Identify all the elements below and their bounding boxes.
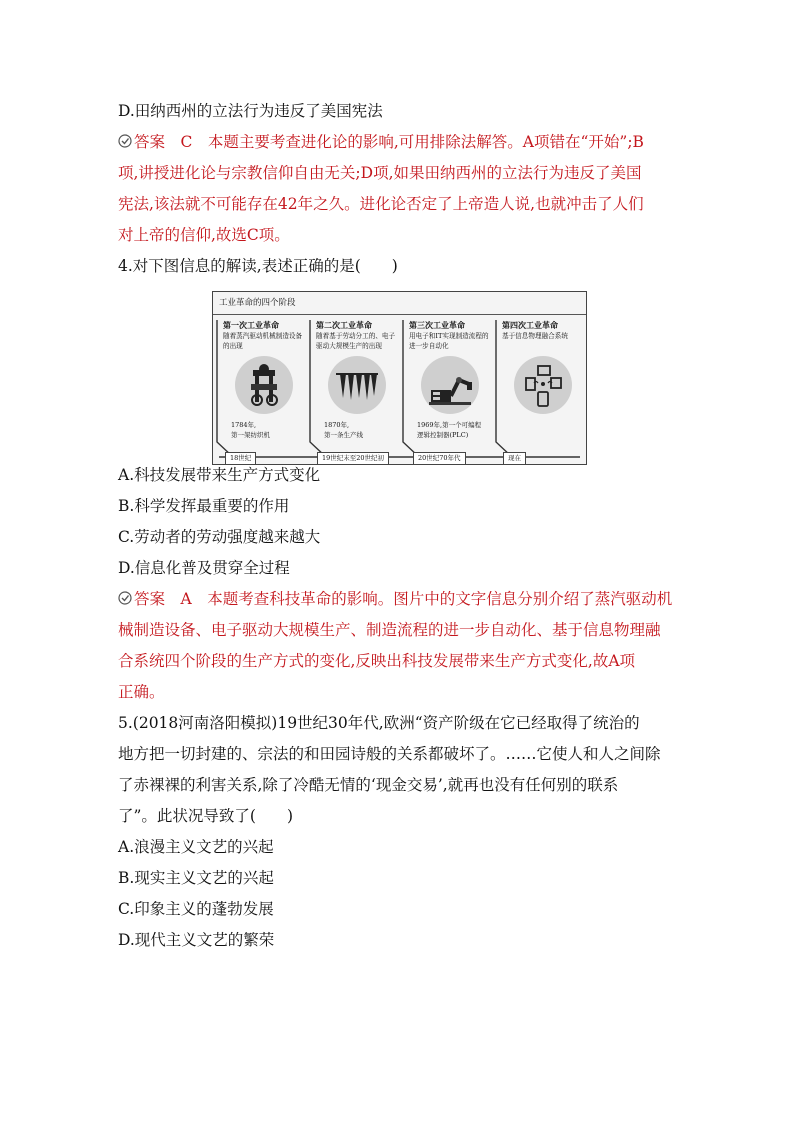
q3-answer-line: 答案 C 本题主要考查进化论的影响,可用排除法解答。A项错在“开始”;B bbox=[118, 127, 678, 158]
q5-option-c: C.印象主义的蓬勃发展 bbox=[118, 900, 274, 918]
panel-fourth-revolution bbox=[492, 320, 582, 438]
robot-arm-icon bbox=[421, 356, 479, 414]
answer-marker-icon bbox=[118, 134, 132, 148]
page-content bbox=[118, 96, 678, 956]
panel-desc: 基于信息物理融合系统 bbox=[502, 332, 568, 340]
q5-option-a: A.浪漫主义文艺的兴起 bbox=[118, 838, 274, 856]
q4-option-b: B.科学发挥最重要的作用 bbox=[118, 497, 290, 515]
era-label: 19世纪末至20世纪初 bbox=[317, 452, 389, 465]
production-line-icon bbox=[328, 356, 386, 414]
q3-option-d: D.田纳西州的立法行为违反了美国宪法 bbox=[118, 102, 383, 120]
panel-second-revolution bbox=[306, 320, 396, 438]
answer-marker-icon bbox=[118, 591, 132, 605]
panel-first-revolution bbox=[213, 320, 303, 438]
panel-note: 1969年,第一个可编程 逻辑控制器(PLC) bbox=[417, 421, 482, 439]
era-label: 现在 bbox=[503, 452, 526, 465]
q4-option-d: D.信息化普及贯穿全过程 bbox=[118, 559, 290, 577]
panel-third-revolution bbox=[399, 320, 489, 438]
q4-answer-line: 答案 A 本题考查科技革命的影响。图片中的文字信息分别介绍了蒸汽驱动机 bbox=[118, 584, 678, 615]
panel-title: 第一次工业革命 bbox=[223, 320, 279, 330]
q5-stem-line: 地方把一切封建的、宗法的和田园诗般的关系都破坏了。……它使人和人之间除 bbox=[118, 745, 661, 763]
q3-answer-line: 对上帝的信仰,故选C项。 bbox=[118, 226, 290, 244]
q4-option-a: A.科技发展带来生产方式变化 bbox=[118, 466, 321, 484]
q3-answer-line: 项,讲授进化论与宗教信仰自由无关;D项,如果田纳西州的立法行为违反了美国 bbox=[118, 164, 642, 182]
era-label: 20世纪70年代 bbox=[413, 452, 466, 465]
q4-stem: 4.对下图信息的解读,表述正确的是( ) bbox=[118, 257, 398, 275]
q4-answer-line: 械制造设备、电子驱动大规模生产、制造流程的进一步自动化、基于信息物理融 bbox=[118, 621, 661, 639]
panel-note: 1870年, 第一条生产线 bbox=[324, 421, 363, 439]
q4-option-c: C.劳动者的劳动强度越来越大 bbox=[118, 528, 321, 546]
panel-title: 第四次工业革命 bbox=[502, 320, 558, 330]
q5-option-d: D.现代主义文艺的繁荣 bbox=[118, 931, 275, 949]
panel-title: 第三次工业革命 bbox=[409, 320, 465, 330]
q3-answer-line: 宪法,该法就不可能存在42年之久。进化论否定了上帝造人说,也就冲击了人们 bbox=[118, 195, 644, 213]
q5-stem-line: 5.(2018河南洛阳模拟)19世纪30年代,欧洲“资产阶级在它已经取得了统治的 bbox=[118, 714, 640, 732]
panel-title: 第二次工业革命 bbox=[316, 320, 372, 330]
era-label: 18世纪 bbox=[225, 452, 256, 465]
panel-desc: 用电子和IT实现制造流程的进一步自动化 bbox=[409, 332, 489, 350]
q5-stem-line: 了赤裸裸的利害关系,除了冷酷无情的‘现金交易’,就再也没有任何别的联系 bbox=[118, 776, 619, 794]
q4-answer-line: 合系统四个阶段的生产方式的变化,反映出科技发展带来生产方式变化,故A项 bbox=[118, 652, 636, 670]
q4-answer-line: 正确。 bbox=[118, 683, 165, 701]
q5-option-b: B.现实主义文艺的兴起 bbox=[118, 869, 274, 887]
panel-desc: 随着基于劳动分工的、电子驱动大规模生产的出现 bbox=[316, 332, 396, 350]
network-devices-icon bbox=[514, 356, 572, 414]
panel-note: 1784年, 第一架纺织机 bbox=[231, 421, 270, 439]
figure-title: 工业革命的四个阶段 bbox=[213, 292, 586, 315]
q5-stem-line: 了”。此状况导致了( ) bbox=[118, 807, 294, 825]
panel-desc: 随着蒸汽驱动机械制造设备的出现 bbox=[223, 332, 303, 350]
industrial-revolution-figure bbox=[212, 291, 587, 465]
loom-icon bbox=[235, 356, 293, 414]
